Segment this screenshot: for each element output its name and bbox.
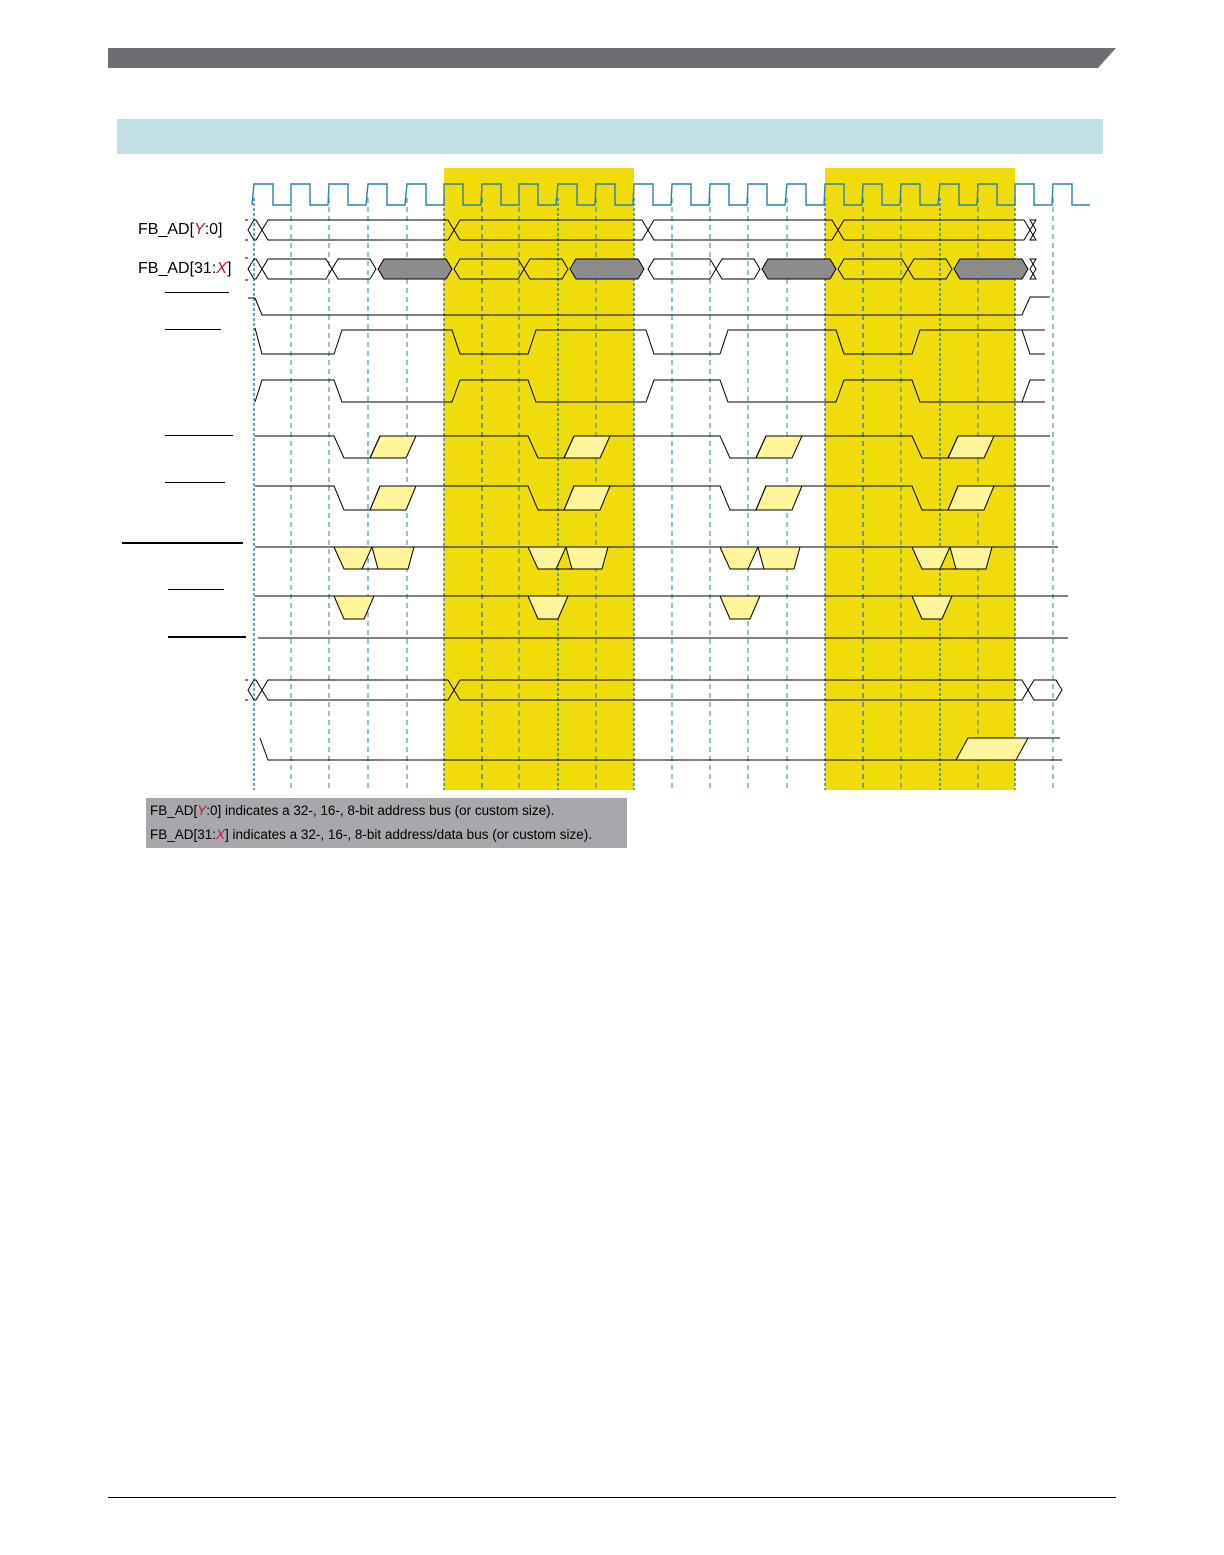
- shaded-window: [720, 547, 758, 569]
- shaded-window: [370, 486, 416, 510]
- data-bus-segment: [332, 259, 376, 279]
- signal-overbar: [165, 292, 229, 293]
- shaded-window: [720, 596, 760, 619]
- shaded-window: [566, 547, 608, 569]
- data-phase-segment: [570, 259, 644, 279]
- legend-note-line-2: FB_AD[31:X] indicates a 32-, 16-, 8-bit address/data bus (or custom size).: [150, 827, 592, 842]
- signal-overbar: [165, 329, 221, 330]
- data-phase-segment: [378, 259, 452, 279]
- data-bus-segment: [716, 259, 760, 279]
- shaded-window: [956, 738, 1028, 760]
- signal-label-address-bus: FB_AD[Y:0]: [138, 221, 223, 238]
- address-bus-segment: [1030, 220, 1036, 240]
- signal-overbar: [168, 636, 246, 638]
- bus-segment: [1028, 680, 1062, 700]
- signal-overbar: [165, 482, 225, 483]
- data-phase-segment: [954, 259, 1028, 279]
- timing-diagram: [0, 160, 1224, 810]
- signal-overbar: [165, 435, 233, 436]
- data-bus-segment: [1030, 259, 1036, 279]
- figure-caption-band: [117, 119, 1103, 154]
- header-bar: [108, 48, 1116, 68]
- shaded-window: [756, 486, 802, 510]
- shaded-window: [756, 436, 802, 458]
- bus-segment: [248, 680, 262, 700]
- signal-overbar: [168, 589, 224, 590]
- shaded-window: [758, 547, 800, 569]
- timing-waveform: [0, 160, 1224, 810]
- data-bus-segment: [648, 259, 716, 279]
- data-bus-segment: [248, 259, 262, 279]
- data-bus-segment: [262, 259, 332, 279]
- shaded-window: [370, 436, 416, 458]
- signal-label-data-bus: FB_AD[31:X]: [138, 260, 232, 277]
- footer-rule: [108, 1497, 1116, 1498]
- data-phase-segment: [762, 259, 836, 279]
- shaded-window: [334, 547, 372, 569]
- legend-note-line-1: FB_AD[Y:0] indicates a 32-, 16-, 8-bit address bus (or custom size).: [150, 803, 555, 818]
- address-bus-segment: [648, 220, 838, 240]
- shaded-window: [372, 547, 414, 569]
- address-bus-segment: [248, 220, 262, 240]
- signal-overbar: [122, 542, 243, 544]
- shaded-window: [950, 547, 992, 569]
- legend-note: [146, 798, 627, 848]
